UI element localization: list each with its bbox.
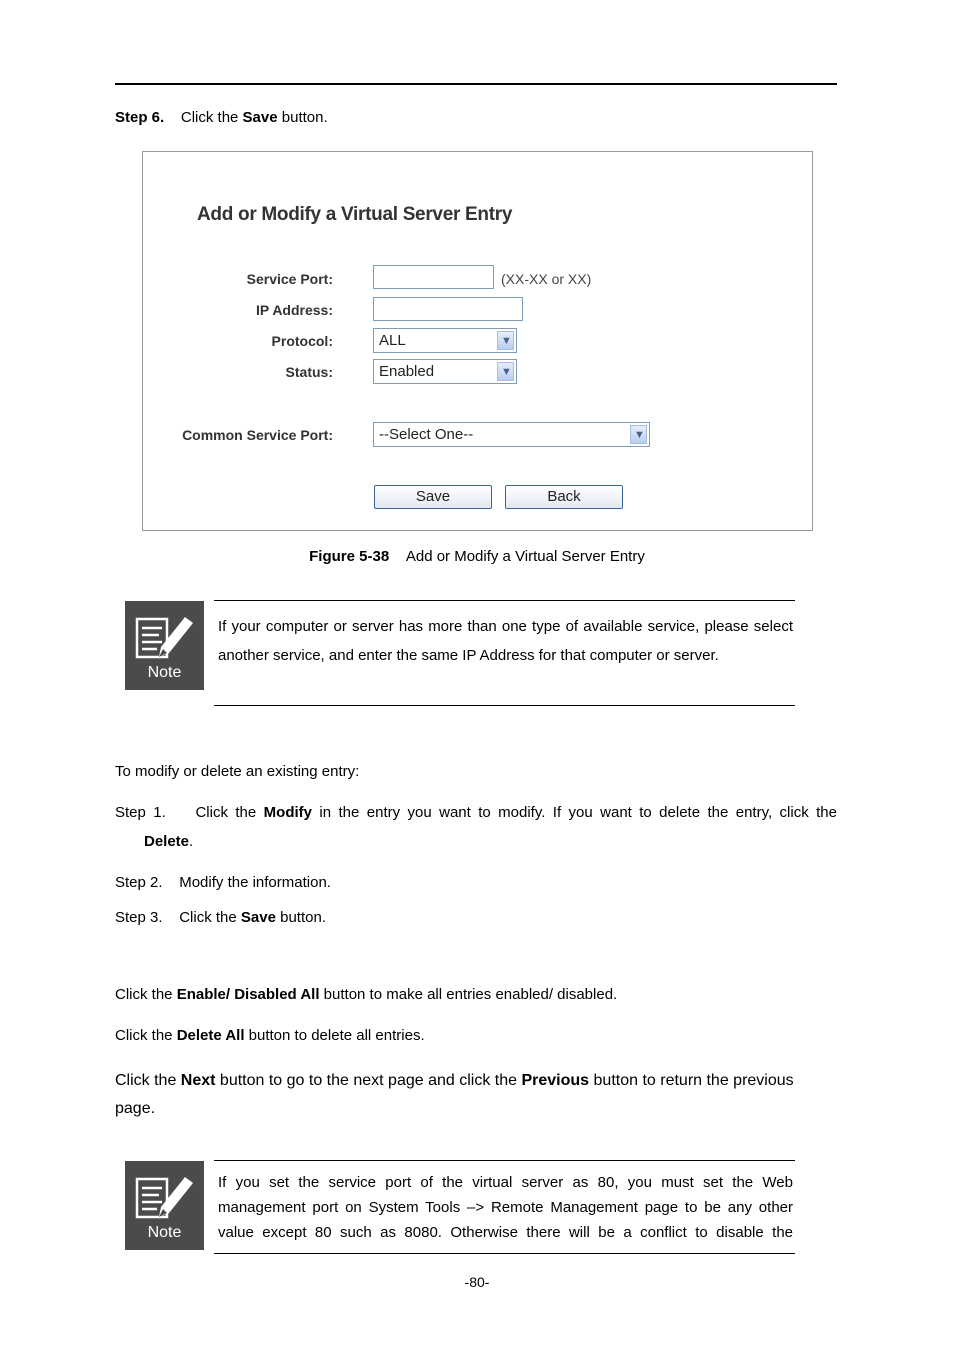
step-1 — [115, 803, 837, 823]
status-select[interactable] — [373, 359, 517, 384]
para2-text-end: button to delete all entries. — [244, 1027, 425, 1044]
service-port-input[interactable] — [373, 265, 494, 289]
step-1-cont — [144, 832, 193, 852]
step-1-bold: Modify — [263, 804, 312, 821]
status-label: Status: — [285, 364, 333, 380]
back-button[interactable]: Back — [505, 485, 623, 509]
chevron-down-icon[interactable]: ▼ — [497, 362, 514, 381]
note-pencil-icon — [133, 611, 197, 663]
service-port-hint: (XX-XX or XX) — [501, 271, 592, 287]
note-bottom-rule — [214, 1253, 795, 1254]
para3-next: Next — [180, 1072, 216, 1089]
status-value: Enabled — [379, 363, 435, 380]
note-top-rule — [214, 1160, 795, 1161]
note-label: Note — [147, 1224, 182, 1241]
protocol-label: Protocol: — [271, 333, 333, 349]
ip-address-input[interactable] — [373, 297, 523, 321]
para3-text-mid: button to go to the next page and click the — [215, 1072, 522, 1089]
virtual-server-form-screenshot — [142, 151, 813, 531]
page-number: -80- — [464, 1274, 490, 1290]
step-3-text-end: button. — [275, 909, 326, 926]
modify-intro: To modify or delete an existing entry: — [115, 763, 360, 780]
common-service-port-value: --Select One-- — [379, 426, 474, 443]
chevron-down-icon[interactable]: ▼ — [630, 425, 647, 444]
step-1-text-end: in the entry you want to modify. If you want to delete the entry, click the — [311, 804, 837, 821]
note-top-rule — [214, 600, 795, 601]
para3-page: page. — [115, 1100, 156, 1117]
step-3-bold: Save — [240, 909, 276, 926]
protocol-value: ALL — [379, 332, 406, 349]
save-button[interactable]: Save — [374, 485, 492, 509]
step-6 — [115, 108, 328, 128]
next-previous-paragraph — [115, 1067, 837, 1123]
note2-line3: value except 80 such as 8080. Otherwise there will be a conflict to disable the — [218, 1224, 793, 1241]
delete-all-paragraph — [115, 1026, 425, 1046]
step-1-text: Click the — [195, 804, 264, 821]
note2-line2: management port on System Tools –> Remote Management page to be any other — [218, 1199, 793, 1216]
step-2 — [115, 873, 331, 893]
step-1-delete: Delete — [144, 833, 190, 850]
enable-disable-paragraph — [115, 985, 617, 1005]
note-text: If your computer or server has more than one type of available service, please select another service, and enter the same IP Address for that computer or server. — [218, 618, 793, 664]
step-6-bold: Save — [242, 109, 278, 126]
form-title: Add or Modify a Virtual Server Entry — [197, 204, 513, 225]
protocol-select[interactable] — [373, 328, 517, 353]
figure-caption — [0, 548, 954, 565]
para1-text-end: button to make all entries enabled/ disabled. — [319, 986, 618, 1003]
para2-text: Click the — [115, 1027, 177, 1044]
note2-line1: If you set the service port of the virtual server as 80, you must set the Web — [218, 1174, 793, 1191]
para2-bold: Delete All — [176, 1027, 245, 1044]
common-service-port-select[interactable] — [373, 422, 650, 447]
step-1-period: . — [189, 833, 194, 850]
note-pencil-icon — [133, 1171, 197, 1223]
service-port-label: Service Port: — [246, 271, 333, 287]
step-3 — [115, 908, 326, 928]
note-bottom-rule — [214, 705, 795, 706]
chevron-down-icon[interactable]: ▼ — [497, 331, 514, 350]
para1-bold: Enable/ Disabled All — [176, 986, 320, 1003]
step-6-text-end: button. — [277, 109, 328, 126]
figure-number: Figure 5-38 — [309, 548, 390, 565]
note-icon — [125, 601, 204, 690]
step-3-text: Click the — [179, 909, 241, 926]
step-1-label: Step 1. — [115, 804, 166, 821]
common-service-port-label: Common Service Port: — [182, 427, 333, 443]
step-2-text: Modify the information. — [179, 874, 331, 891]
para1-text: Click the — [115, 986, 177, 1003]
para3-previous: Previous — [521, 1072, 590, 1089]
step-2-label: Step 2. — [115, 874, 163, 891]
step-6-label: Step 6. — [115, 109, 165, 126]
para3-text-end: button to return the previous — [589, 1072, 794, 1089]
step-3-label: Step 3. — [115, 909, 163, 926]
step-6-text: Click the — [180, 109, 243, 126]
para3-text: Click the — [115, 1072, 181, 1089]
ip-address-label: IP Address: — [255, 302, 333, 318]
figure-caption-text: Add or Modify a Virtual Server Entry — [405, 548, 645, 565]
note-label: Note — [147, 664, 182, 681]
note-icon — [125, 1161, 204, 1250]
header-rule — [115, 83, 837, 85]
